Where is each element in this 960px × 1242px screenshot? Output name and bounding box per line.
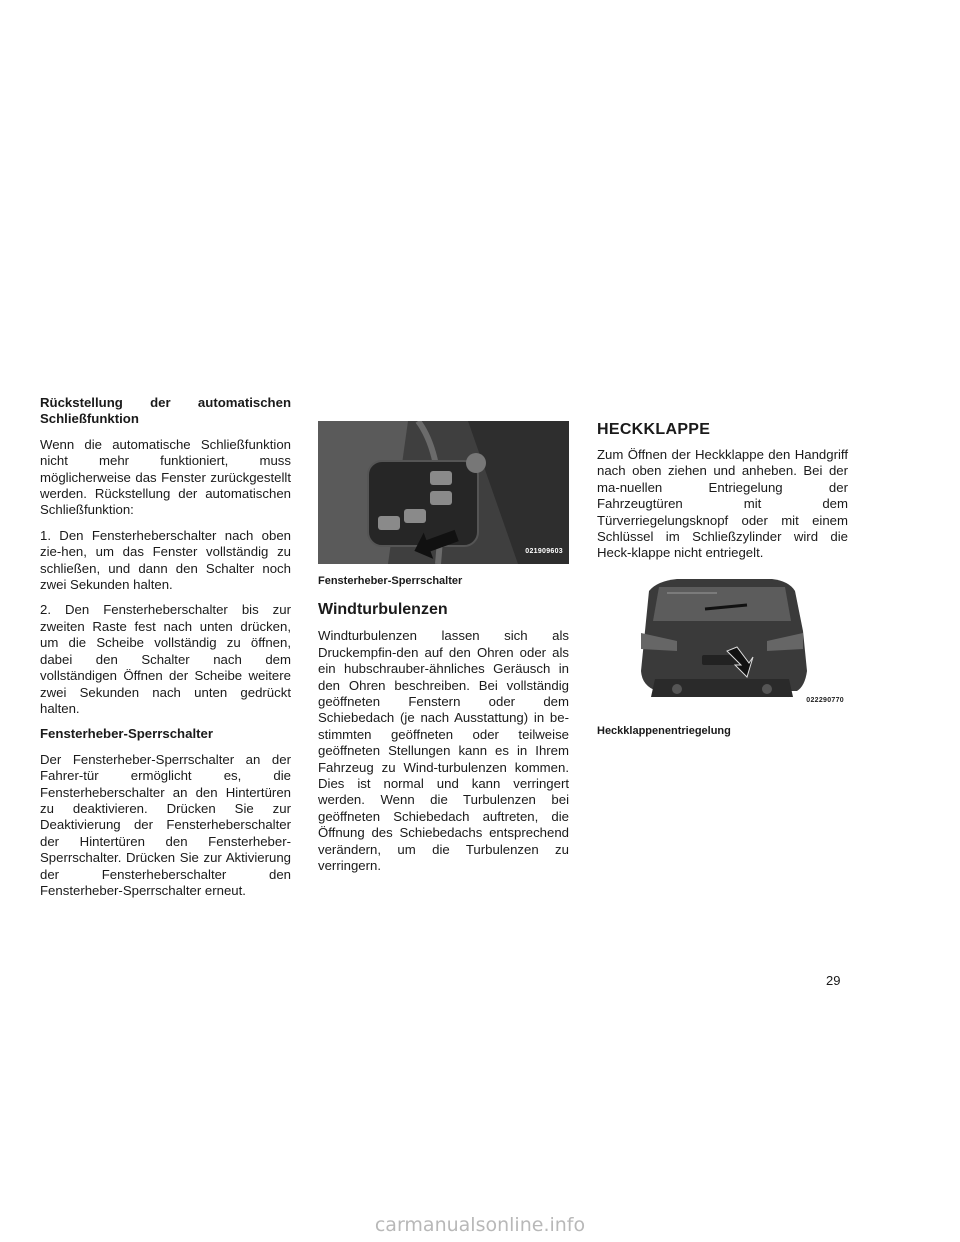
paragraph-wind-buffeting: Windturbulenzen lassen sich als Druckempfin-den auf den Ohren oder als ein hubschrauber-ähnliches Geräusch in den Ohren beschreiben. Bei vollständig geöffneten Fenstern oder dem Schiebedach (je nach Ausstattung) in be-stimmten geöffneten oder teilweise geöffneten Stellungen kann es in Ihrem Fahrzeug zu Wind-turbulenzen kommen. Dies ist normal und kann verringert werden. Wenn die Turbulenzen bei geöffneten Schiebedach auftreten, die Öffnung des Schiebedachs entsprechend verändern, um die Turbulenzen zu verringern. <box>318 628 569 874</box>
column-middle <box>318 421 569 884</box>
paragraph-step-2: 2. Den Fensterheberschalter bis zur zweiten Raste fest nach unten drücken, um die Scheibe vollständig zu öffnen, dabei den Schalter nach dem vollständigen Öffnen der Scheibe weitere zwei Sekunden nach unten gedrückt halten. <box>40 602 291 716</box>
heading-window-lock-switch: Fensterheber-Sperrschalter <box>40 726 213 742</box>
figure-liftgate-photo <box>597 571 848 714</box>
window-switch-illustration <box>318 421 569 564</box>
heading-liftgate: HECKKLAPPE <box>597 421 711 438</box>
column-right <box>597 421 848 748</box>
figure-caption: Heckklappenentriegelung <box>597 724 731 737</box>
figure-window-switch-photo <box>318 421 569 564</box>
figure-caption: Fensterheber-Sperrschalter <box>318 575 463 587</box>
paragraph-window-lock-switch: Der Fensterheber-Sperrschalter an der Fahrer-tür ermöglicht es, die Fensterheberschalter an den Hintertüren zu deaktivieren. Drücken Sie zur Deaktivierung der Fensterheberschalter der Hintertüren den Fensterheber-Sperrschalter. Drücken Sie zur Aktivierung der Fensterheberschalter den Fensterheber-Sperrschalter erneut. <box>40 751 291 898</box>
liftgate-illustration <box>597 571 848 714</box>
heading-wind-buffeting: Windturbulenzen <box>318 601 448 619</box>
page-number: 29 <box>826 973 841 988</box>
figure-code: 021909603 <box>525 547 563 555</box>
figure-code: 022290770 <box>806 697 844 705</box>
paragraph-step-1: 1. Den Fensterheberschalter nach oben zie-hen, um das Fenster vollständig zu schließen, und dann den Schalter noch zwei Sekunden halten. <box>40 527 291 593</box>
watermark-text: carmanualsonline.info <box>374 1214 586 1236</box>
paragraph-liftgate: Zum Öffnen der Heckklappe den Handgriff nach oben ziehen und anheben. Bei der ma-nuellen Entriegelung der Fahrzeugtüren mit dem Türverriegelungsknopf oder mit einem Schlüssel im Schließzylinder wird die Heck-klappe nicht entriegelt. <box>597 447 848 561</box>
heading-auto-close-reset: Rückstellung der automatischen Schließfunktion <box>40 395 291 427</box>
column-left <box>40 395 291 908</box>
paragraph-auto-close-intro: Wenn die automatische Schließfunktion nicht mehr funktioniert, muss möglicherweise das Fenster zurückgestellt werden. Rückstellung der automatischen Schließfunktion: <box>40 436 291 518</box>
